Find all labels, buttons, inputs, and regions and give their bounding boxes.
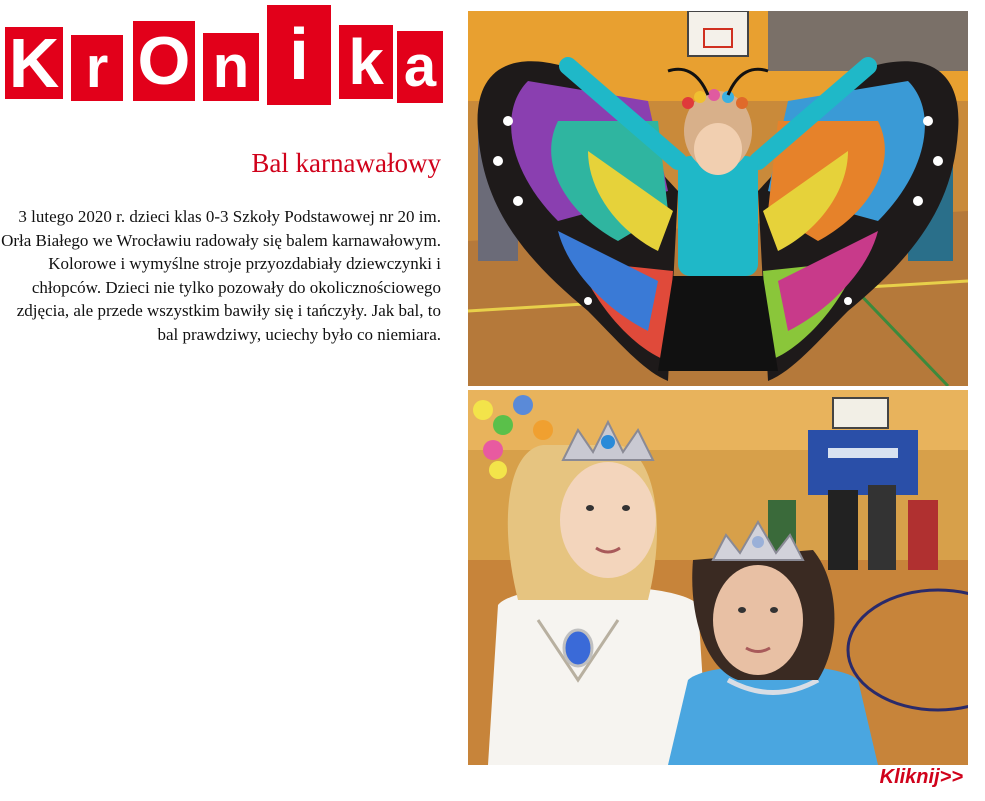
kronika-logo [5, 5, 445, 105]
logo-letter-i: i [267, 5, 331, 105]
logo-letter-a: a [397, 31, 443, 103]
photo-girls-tiaras [468, 390, 968, 765]
logo-letter-n: n [203, 33, 259, 101]
photo-butterfly-costume [468, 11, 968, 386]
article-title: Bal karnawałowy [251, 148, 441, 178]
logo-letter-k2: k [339, 25, 393, 99]
article-body: 3 lutego 2020 r. dzieci klas 0-3 Szkoły Podstawowej nr 20 im. Orła Białego we Wrocławiu radowały się balem karnawałowym. Kolorowe i wymyślne stroje przyozdabiały dziewczynki i chłopców. Dzieci nie tylko pozowały do okolicznościowego zdjęcia, ale przede wszystkim bawiły się i tańczyły. Jak bal, to bal prawdziwy, uciechy było co niemiara. [1, 207, 441, 344]
logo-letter-o: O [133, 21, 195, 101]
logo-letter-r: r [71, 35, 123, 101]
kliknij-link[interactable]: Kliknij>> [879, 766, 963, 788]
logo-letter-k: K [5, 27, 63, 99]
